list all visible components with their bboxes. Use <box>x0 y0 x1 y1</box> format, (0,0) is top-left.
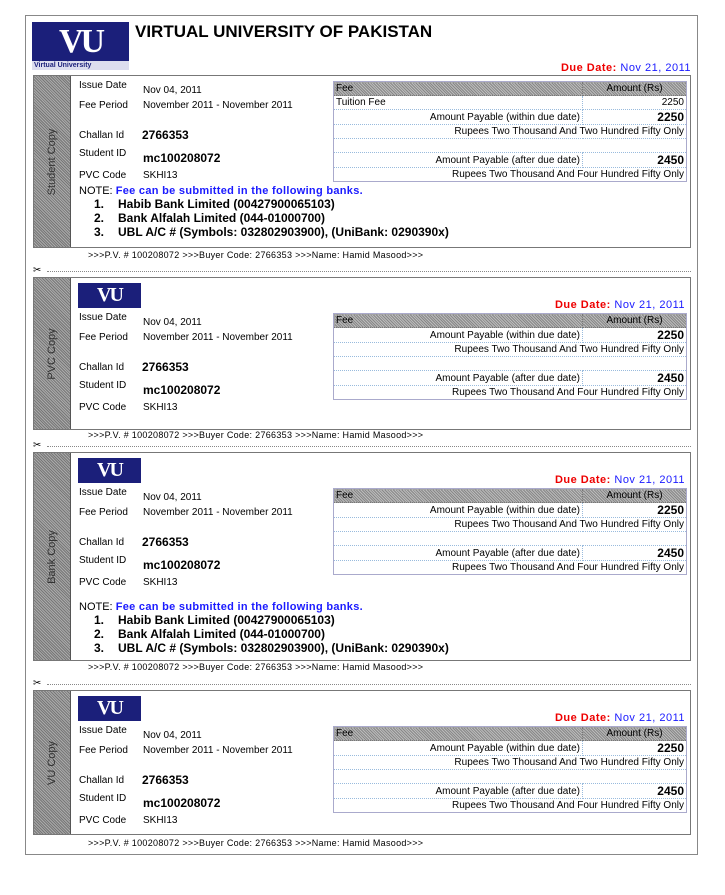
bank-item <box>94 627 449 641</box>
scissors-icon: ✂ <box>33 265 42 276</box>
scissors-icon: ✂ <box>33 440 42 451</box>
fee-row <box>334 546 687 561</box>
period-value: November 2011 - November 2011 <box>143 507 293 518</box>
fee-row <box>334 532 687 546</box>
after-due-amount: 2450 <box>583 371 687 386</box>
challan-info <box>79 80 329 190</box>
cut-line <box>33 265 691 275</box>
due-date <box>555 712 685 724</box>
vu-logo-small: VU <box>78 696 141 721</box>
scissors-icon: ✂ <box>33 678 42 689</box>
fee-header: Fee <box>334 82 583 96</box>
due-date-label: Due Date: <box>554 712 611 724</box>
student-value: mc100208072 <box>143 383 221 397</box>
fee-row <box>334 96 687 110</box>
tuition-amount: 2250 <box>583 96 687 110</box>
bank-item <box>94 197 449 211</box>
bank-item <box>94 613 449 627</box>
fee-row <box>334 489 687 503</box>
bank-number: 1. <box>94 197 105 211</box>
within-due-amount: 2250 <box>583 503 687 518</box>
fee-row <box>334 386 687 400</box>
due-date-value: Nov 21, 2011 <box>614 712 685 724</box>
cut-line <box>33 440 691 450</box>
after-due-label: Amount Payable (after due date) <box>334 784 583 799</box>
within-due-words: Rupees Two Thousand And Two Hundred Fifty Only <box>334 518 687 532</box>
bank-note <box>79 601 449 655</box>
due-date <box>561 62 691 74</box>
period-label: Fee Period <box>79 332 128 343</box>
note-text: Fee can be submitted in the following banks. <box>115 185 363 197</box>
copy-label-band <box>34 691 71 834</box>
pv-line: >>>P.V. # 100208072 >>>Buyer Code: 2766353 >>>Name: Hamid Masood>>> <box>88 662 424 672</box>
fee-row <box>334 518 687 532</box>
note-label: NOTE: <box>79 601 113 613</box>
pvc-value: SKHI13 <box>143 577 178 588</box>
period-label: Fee Period <box>79 100 128 111</box>
pvc-label: PVC Code <box>79 577 127 588</box>
within-due-words: Rupees Two Thousand And Two Hundred Fifty Only <box>334 343 687 357</box>
challan-info <box>79 487 329 597</box>
cut-line <box>33 678 691 688</box>
student-label: Student ID <box>79 380 127 391</box>
bank-name: UBL A/C # (Symbols: 032802903900), (UniBank: 0290390x) <box>118 225 449 239</box>
bank-item <box>94 211 449 225</box>
fee-row <box>334 125 687 139</box>
student-label: Student ID <box>79 555 127 566</box>
within-due-label: Amount Payable (within due date) <box>334 741 583 756</box>
fee-header: Fee <box>334 489 583 503</box>
fee-row <box>334 314 687 328</box>
due-date <box>555 299 685 311</box>
issue-label: Issue Date <box>79 80 127 91</box>
after-due-words: Rupees Two Thousand And Four Hundred Fifty Only <box>334 561 687 575</box>
fee-row <box>334 784 687 799</box>
after-due-amount: 2450 <box>583 153 687 168</box>
challan-copy-pvc-copy <box>33 277 691 430</box>
challan-label: Challan Id <box>79 537 125 548</box>
bank-list <box>94 197 449 239</box>
issue-label: Issue Date <box>79 725 127 736</box>
challan-label: Challan Id <box>79 775 125 786</box>
fee-row <box>334 343 687 357</box>
bank-number: 3. <box>94 225 105 239</box>
fee-row <box>334 727 687 741</box>
copy-label-band <box>34 453 71 660</box>
pvc-label: PVC Code <box>79 402 127 413</box>
fee-row <box>334 357 687 371</box>
pvc-value: SKHI13 <box>143 170 178 181</box>
challan-info <box>79 725 329 835</box>
fee-row <box>334 328 687 343</box>
issue-value: Nov 04, 2011 <box>143 730 202 741</box>
challan-value: 2766353 <box>142 535 189 549</box>
fee-header: Fee <box>334 314 583 328</box>
due-date-value: Nov 21, 2011 <box>620 62 691 74</box>
spacer-cell <box>334 139 687 153</box>
fee-row <box>334 741 687 756</box>
amount-header: Amount (Rs) <box>583 489 687 503</box>
fee-row <box>334 770 687 784</box>
challan-copy-bank-copy <box>33 452 691 661</box>
vu-logo-small: VU <box>78 283 141 308</box>
after-due-amount: 2450 <box>583 784 687 799</box>
issue-label: Issue Date <box>79 312 127 323</box>
fee-row <box>334 168 687 182</box>
fee-row <box>334 371 687 386</box>
fee-table <box>333 313 687 400</box>
within-due-amount: 2250 <box>583 741 687 756</box>
fee-header: Fee <box>334 727 583 741</box>
due-date-label: Due Date: <box>554 474 611 486</box>
student-value: mc100208072 <box>143 151 221 165</box>
university-title: VIRTUAL UNIVERSITY OF PAKISTAN <box>135 22 433 41</box>
bank-list <box>94 613 449 655</box>
after-due-label: Amount Payable (after due date) <box>334 371 583 386</box>
vu-logo-small: VU <box>78 458 141 483</box>
challan-label: Challan Id <box>79 130 125 141</box>
fee-table <box>333 488 687 575</box>
bank-number: 3. <box>94 641 105 655</box>
issue-value: Nov 04, 2011 <box>143 85 202 96</box>
pv-line: >>>P.V. # 100208072 >>>Buyer Code: 2766353 >>>Name: Hamid Masood>>> <box>88 838 424 848</box>
issue-label: Issue Date <box>79 487 127 498</box>
due-date-value: Nov 21, 2011 <box>614 299 685 311</box>
after-due-label: Amount Payable (after due date) <box>334 546 583 561</box>
due-date-label: Due Date: <box>560 62 617 74</box>
period-value: November 2011 - November 2011 <box>143 332 293 343</box>
after-due-words: Rupees Two Thousand And Four Hundred Fifty Only <box>334 386 687 400</box>
spacer-cell <box>334 532 687 546</box>
issue-value: Nov 04, 2011 <box>143 317 202 328</box>
fee-row <box>334 561 687 575</box>
within-due-label: Amount Payable (within due date) <box>334 328 583 343</box>
copy-label: PVC Copy <box>46 327 58 380</box>
due-date-label: Due Date: <box>554 299 611 311</box>
copy-label: VU Copy <box>46 740 58 785</box>
amount-header: Amount (Rs) <box>583 82 687 96</box>
issue-value: Nov 04, 2011 <box>143 492 202 503</box>
within-due-words: Rupees Two Thousand And Two Hundred Fifty Only <box>334 756 687 770</box>
bank-item <box>94 225 449 239</box>
challan-copy-student-copy <box>33 75 691 248</box>
fee-row <box>334 756 687 770</box>
tuition-label: Tuition Fee <box>334 96 583 110</box>
fee-row <box>334 153 687 168</box>
spacer-cell <box>334 770 687 784</box>
after-due-words: Rupees Two Thousand And Four Hundred Fifty Only <box>334 168 687 182</box>
challan-value: 2766353 <box>142 773 189 787</box>
after-due-amount: 2450 <box>583 546 687 561</box>
within-due-label: Amount Payable (within due date) <box>334 110 583 125</box>
due-date <box>555 474 685 486</box>
student-label: Student ID <box>79 148 127 159</box>
challan-value: 2766353 <box>142 360 189 374</box>
vu-logo-subtitle: Virtual University <box>32 61 129 70</box>
fee-table <box>333 726 687 813</box>
challan-value: 2766353 <box>142 128 189 142</box>
student-label: Student ID <box>79 793 127 804</box>
pvc-value: SKHI13 <box>143 402 178 413</box>
student-value: mc100208072 <box>143 558 221 572</box>
challan-copy-vu-copy <box>33 690 691 835</box>
within-due-amount: 2250 <box>583 328 687 343</box>
pvc-label: PVC Code <box>79 170 127 181</box>
after-due-label: Amount Payable (after due date) <box>334 153 583 168</box>
fee-row <box>334 503 687 518</box>
copy-label-band <box>34 76 71 247</box>
within-due-words: Rupees Two Thousand And Two Hundred Fifty Only <box>334 125 687 139</box>
spacer-cell <box>334 357 687 371</box>
amount-header: Amount (Rs) <box>583 727 687 741</box>
pvc-value: SKHI13 <box>143 815 178 826</box>
amount-header: Amount (Rs) <box>583 314 687 328</box>
period-value: November 2011 - November 2011 <box>143 745 293 756</box>
period-label: Fee Period <box>79 507 128 518</box>
bank-name: Bank Alfalah Limited (044-01000700) <box>118 211 325 225</box>
copy-label-band <box>34 278 71 429</box>
fee-row <box>334 82 687 96</box>
vu-logo: VU <box>32 22 129 70</box>
bank-item <box>94 641 449 655</box>
bank-name: UBL A/C # (Symbols: 032802903900), (UniBank: 0290390x) <box>118 641 449 655</box>
note-label: NOTE: <box>79 185 113 197</box>
pvc-label: PVC Code <box>79 815 127 826</box>
pv-line: >>>P.V. # 100208072 >>>Buyer Code: 2766353 >>>Name: Hamid Masood>>> <box>88 430 424 440</box>
bank-name: Habib Bank Limited (00427900065103) <box>118 197 335 211</box>
period-label: Fee Period <box>79 745 128 756</box>
within-due-label: Amount Payable (within due date) <box>334 503 583 518</box>
fee-table <box>333 81 687 182</box>
challan-label: Challan Id <box>79 362 125 373</box>
bank-note <box>79 185 449 239</box>
within-due-amount: 2250 <box>583 110 687 125</box>
bank-number: 2. <box>94 627 105 641</box>
copy-label: Student Copy <box>46 128 58 195</box>
pv-line: >>>P.V. # 100208072 >>>Buyer Code: 2766353 >>>Name: Hamid Masood>>> <box>88 250 424 260</box>
fee-row <box>334 110 687 125</box>
after-due-words: Rupees Two Thousand And Four Hundred Fifty Only <box>334 799 687 813</box>
fee-row <box>334 799 687 813</box>
challan-info <box>79 312 329 422</box>
period-value: November 2011 - November 2011 <box>143 100 293 111</box>
fee-row <box>334 139 687 153</box>
bank-number: 2. <box>94 211 105 225</box>
note-text: Fee can be submitted in the following banks. <box>115 601 363 613</box>
copy-label: Bank Copy <box>46 529 58 584</box>
bank-name: Habib Bank Limited (00427900065103) <box>118 613 335 627</box>
student-value: mc100208072 <box>143 796 221 810</box>
due-date-value: Nov 21, 2011 <box>614 474 685 486</box>
bank-number: 1. <box>94 613 105 627</box>
bank-name: Bank Alfalah Limited (044-01000700) <box>118 627 325 641</box>
